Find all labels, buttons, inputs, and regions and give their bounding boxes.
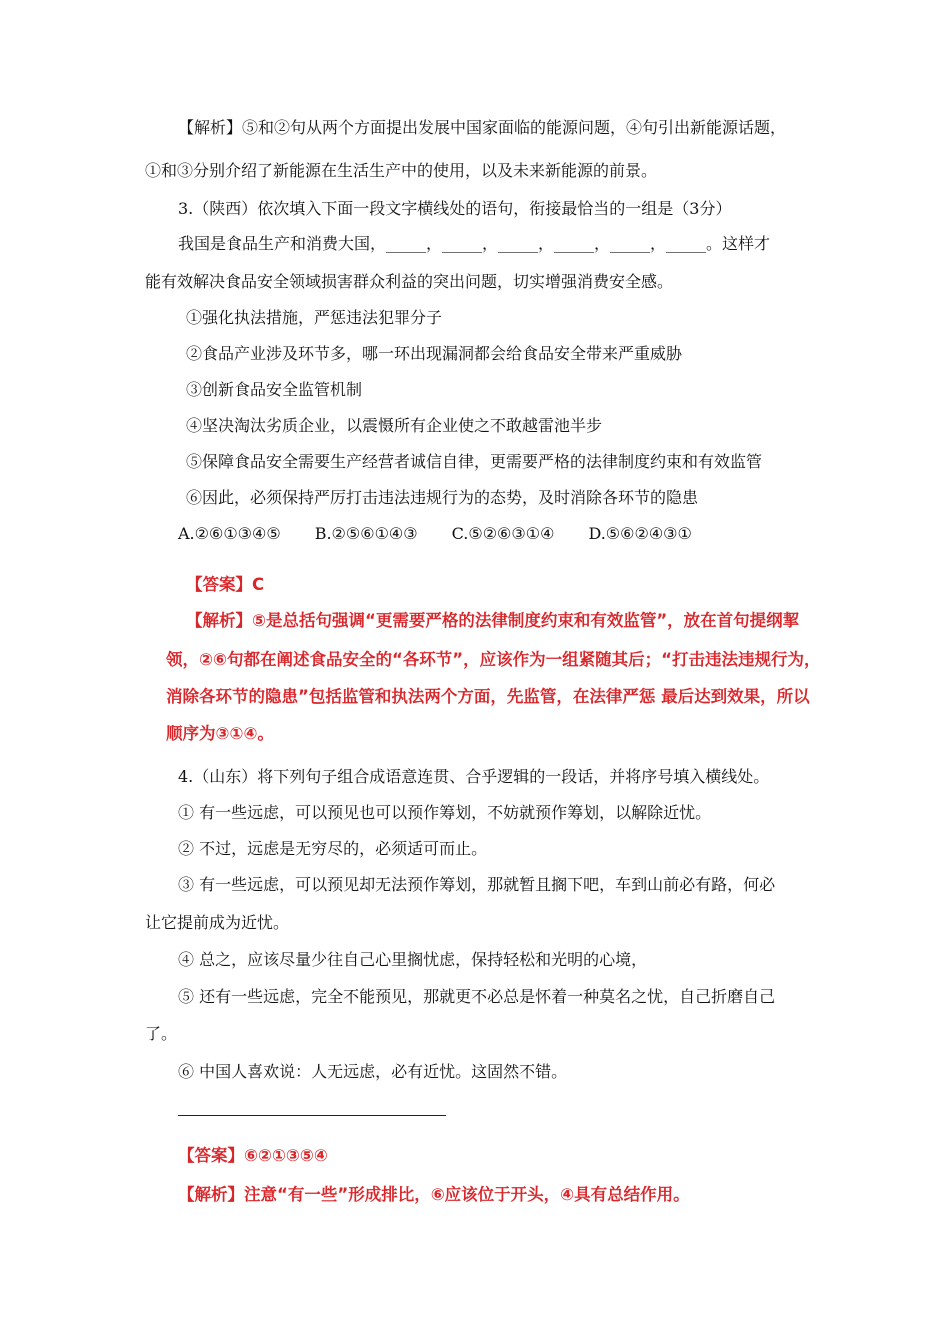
sentence-item: ④ 总之，应该尽量少往自己心里搁忧虑，保持轻松和光明的心境， (178, 950, 648, 969)
analysis-line: 【解析】注意“有一些”形成排比，⑥应该位于开头，④具有总结作用。 (178, 1185, 690, 1204)
question-stem: 4.（山东）将下列句子组合成语意连贯、合乎逻辑的一段话，并将序号填入横线处。 (178, 767, 770, 786)
analysis-line: ①和③分别介绍了新能源在生活生产中的使用，以及未来新能源的前景。 (145, 161, 658, 180)
sentence-item: ① 有一些远虑，可以预见也可以预作筹划，不妨就预作筹划，以解除近忧。 (178, 803, 712, 822)
option-a: A.②⑥①③④⑤ (178, 524, 281, 543)
sentence-item: ③ 有一些远虑，可以预见却无法预作筹划，那就暂且搁下吧，车到山前必有路，何必 (178, 875, 776, 894)
option-b: B.②⑤⑥①④③ (314, 524, 418, 543)
analysis-line: 顺序为③①④。 (166, 724, 274, 743)
options-row (178, 523, 726, 545)
answer-blank-line (178, 1115, 446, 1116)
answer: 【答案】⑥②①③⑤④ (178, 1146, 328, 1165)
sentence-item: ⑤ 还有一些远虑，完全不能预见，那就更不必总是怀着一种莫名之忧，自己折磨自己 (178, 987, 776, 1006)
sentence-item: 了。 (145, 1024, 178, 1043)
option-c: C.⑤②⑥③①④ (451, 524, 555, 543)
paragraph-line: 我国是食品生产和消费大国，_____，_____，_____，_____，_____，_____。这样才 (178, 234, 771, 253)
analysis-line: 领，②⑥句都在阐述食品安全的“各环节”，应该作为一组紧随其后；“打击违法违规行为， (166, 650, 821, 669)
question-stem: 3.（陕西）依次填入下面一段文字横线处的语句，衔接最恰当的一组是（3分） (178, 199, 732, 218)
paragraph-line: 能有效解决食品安全领域损害群众利益的突出问题，切实增强消费安全感。 (145, 272, 674, 291)
analysis-line: 【解析】⑤是总括句强调“更需要严格的法律制度约束和有效监管”，放在首句提纲挈 (186, 611, 800, 630)
sentence-item: ⑤保障食品安全需要生产经营者诚信自律，更需要严格的法律制度约束和有效监管 (186, 452, 763, 471)
sentence-item: ⑥因此，必须保持严厉打击违法违规行为的态势，及时消除各环节的隐患 (186, 488, 699, 507)
sentence-item: ④坚决淘汰劣质企业，以震慑所有企业使之不敢越雷池半步 (186, 416, 603, 435)
analysis-line: 消除各环节的隐患”包括监管和执法两个方面，先监管，在法律严惩 最后达到效果，所以 (166, 687, 810, 706)
sentence-item: 让它提前成为近忧。 (145, 913, 290, 932)
sentence-item: ② 不过，远虑是无穷尽的，必须适可而止。 (178, 839, 488, 858)
option-d: D.⑤⑥②④③① (588, 524, 692, 543)
sentence-item: ②食品产业涉及环节多，哪一环出现漏洞都会给食品安全带来严重威胁 (186, 344, 683, 363)
sentence-item: ⑥ 中国人喜欢说：人无远虑，必有近忧。这固然不错。 (178, 1062, 568, 1081)
sentence-item: ③创新食品安全监管机制 (186, 380, 363, 399)
answer: 【答案】C (186, 575, 265, 594)
sentence-item: ①强化执法措施，严惩违法犯罪分子 (186, 308, 443, 327)
analysis-line: 【解析】⑤和②句从两个方面提出发展中国家面临的能源问题，④句引出新能源话题， (178, 118, 787, 137)
